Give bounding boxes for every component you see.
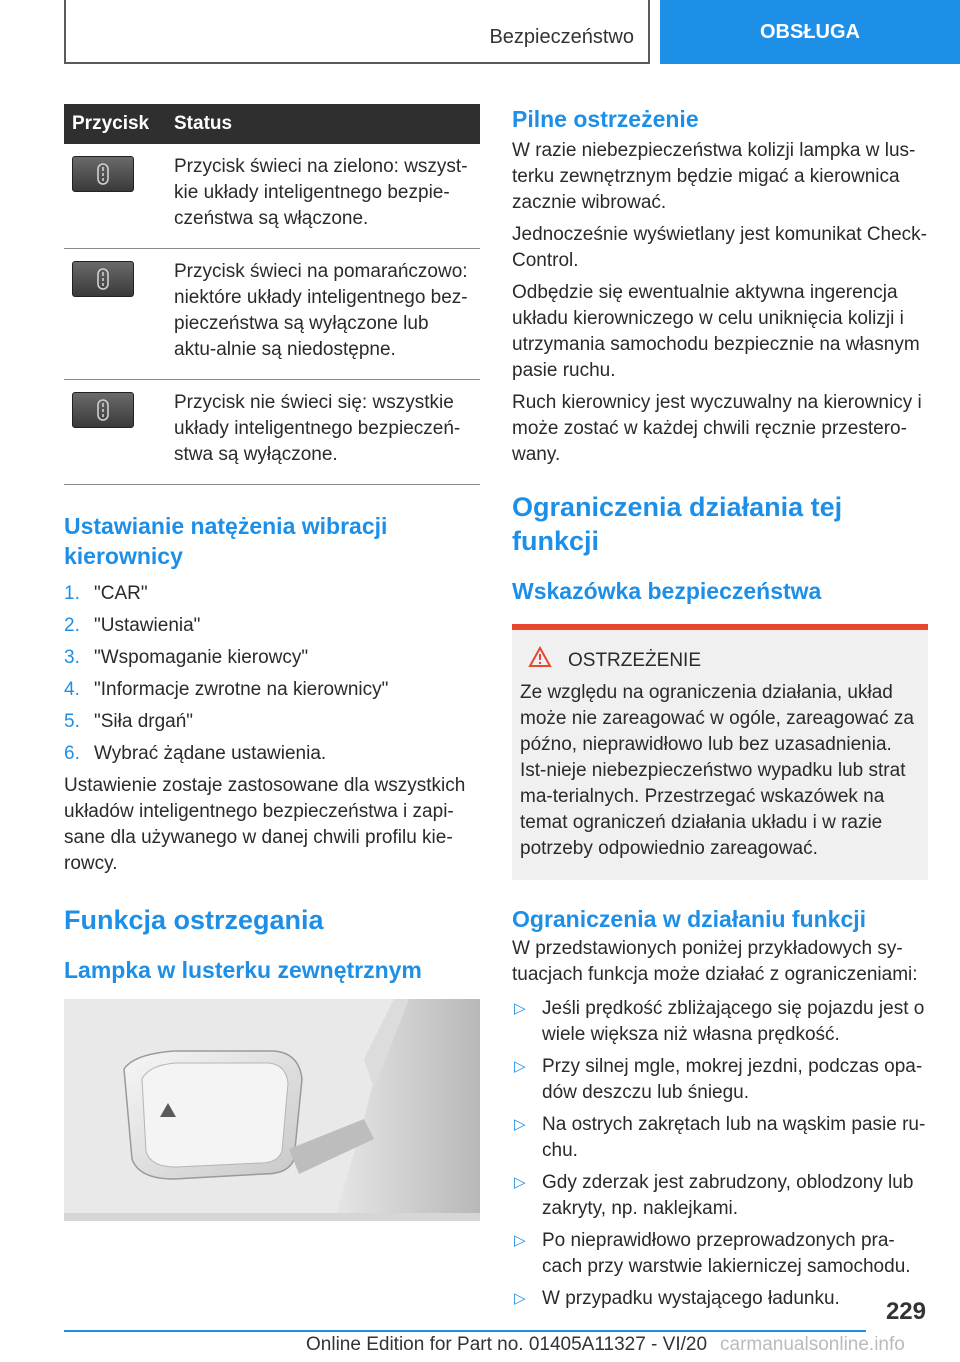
list-item: ▷ Po nieprawidłowo przeprowadzonych pra-cach przy warstwie lakierniczej samochodu. — [512, 1228, 928, 1280]
warning-box — [512, 624, 928, 880]
lane-assist-button-icon — [72, 261, 134, 297]
urgent-heading: Pilne ostrzeżenie — [512, 106, 699, 132]
button-status-table — [64, 104, 480, 485]
triangle-bullet-icon: ▷ — [514, 1116, 526, 1133]
safety-heading: Wskazówka bezpieczeństwa — [512, 578, 822, 604]
column-header-status: Status — [166, 104, 480, 144]
function-limits-heading: Ograniczenia w działaniu funkcji — [512, 906, 867, 932]
side-mirror-warning-image — [64, 999, 480, 1221]
list-item: ▷ Przy silnej mgle, mokrej jezdni, podczas opa-dów deszczu lub śniegu. — [512, 1054, 928, 1106]
status-text: Przycisk nie świeci się: wszystkie układy inteligentnego bezpieczeń-stwa są wyłączone. — [166, 380, 480, 485]
warning-triangle-icon — [528, 646, 552, 676]
list-item: 1. "CAR" — [64, 583, 148, 604]
triangle-bullet-icon: ▷ — [514, 1058, 526, 1075]
table-row — [64, 249, 480, 380]
edition-text: Online Edition for Part no. 01405A11327 - VI/20 — [306, 1334, 708, 1355]
lane-assist-button-icon — [72, 156, 134, 192]
list-item: ▷ W przypadku wystającego ładunku. — [512, 1286, 928, 1312]
triangle-bullet-icon: ▷ — [514, 1174, 526, 1191]
list-item: ▷ Na ostrych zakrętach lub na wąskim pasie ru-chu. — [512, 1112, 928, 1164]
vibration-note: Ustawienie zostaje zastosowane dla wszystkich układów inteligentnego bezpieczeństwa i zapi-sane dla używanego w danej chwili profilu kie-rowcy. — [64, 775, 466, 874]
mirror-light-heading: Lampka w lusterku zewnętrznym — [64, 957, 422, 983]
function-limits-list — [512, 996, 928, 1312]
list-item: 6. Wybrać żądane ustawienia. — [64, 743, 327, 764]
table-row — [64, 380, 480, 485]
watermark: carmanualsonline.info — [720, 1334, 905, 1355]
status-text: Przycisk świeci na zielono: wszyst-kie układy inteligentnego bezpie-czeństwa są włączone. — [166, 144, 480, 249]
urgent-paragraph: W razie niebezpieczeństwa kolizji lampka w lus-terku zewnętrznym będzie migać a kierownica zacznie wibrować. — [512, 140, 916, 213]
list-item: 3. "Wspomaganie kierowcy" — [64, 647, 309, 668]
limits-heading: Ograniczenia działania tej funkcji — [512, 492, 843, 556]
left-column — [64, 104, 480, 1221]
right-column — [512, 104, 928, 1318]
table-row — [64, 144, 480, 249]
function-limits-intro: W przedstawionych poniżej przykładowych sy-tuacjach funkcja może działać z ograniczeniami: — [512, 938, 918, 985]
status-text: Przycisk świeci na pomarańczowo: niektóre układy inteligentnego bez-pieczeństwa są wyłączone lub aktu-alnie są niedostępne. — [166, 249, 480, 380]
triangle-bullet-icon: ▷ — [514, 1232, 526, 1249]
lane-assist-button-icon — [72, 392, 134, 428]
list-item: 4. "Informacje zwrotne na kierownicy" — [64, 679, 389, 700]
list-item: 5. "Siła drgań" — [64, 711, 194, 732]
chapter-tab: OBSŁUGA — [660, 0, 960, 64]
column-header-button: Przycisk — [64, 104, 166, 144]
section-title: Bezpieczeństwo — [489, 26, 634, 48]
list-item: 2. "Ustawienia" — [64, 615, 201, 636]
triangle-bullet-icon: ▷ — [514, 1290, 526, 1307]
urgent-paragraph: Odbędzie się ewentualnie aktywna ingerencja układu kierowniczego w celu uniknięcia kolizji i utrzymania samochodu bezpiecznie na własnym pasie ruchu. — [512, 282, 920, 381]
urgent-paragraph: Ruch kierownicy jest wyczuwalny na kierownicy i może zostać w każdej chwili ręcznie przestero-wany. — [512, 392, 922, 465]
warning-function-heading: Funkcja ostrzegania — [64, 905, 324, 935]
vibration-heading: Ustawianie natężenia wibracji kierownicy — [64, 513, 388, 569]
footer-divider — [64, 1330, 866, 1332]
warning-title: OSTRZEŻENIE — [568, 650, 702, 671]
list-item: ▷ Jeśli prędkość zbliżającego się pojazdu jest o wiele większa niż własna prędkość. — [512, 996, 928, 1048]
page-number: 229 — [885, 1298, 926, 1325]
urgent-paragraph: Jednocześnie wyświetlany jest komunikat Check-Control. — [512, 224, 928, 271]
triangle-bullet-icon: ▷ — [514, 1000, 526, 1017]
list-item: ▷ Gdy zderzak jest zabrudzony, oblodzony lub zakryty, np. naklejkami. — [512, 1170, 928, 1222]
vibration-steps — [64, 581, 480, 767]
warning-text: Ze względu na ograniczenia działania, układ może nie zareagować w ogóle, zareagować za późno, nieprawidłowo lub bez uzasadnienia. Ist-nieje niebezpieczeństwo wypadku lub strat ma-terialnych. Przestrzegać wskazówek na temat ograniczeń działania układu i w razie potrzeby odpowiednio zareagować. — [520, 682, 914, 859]
